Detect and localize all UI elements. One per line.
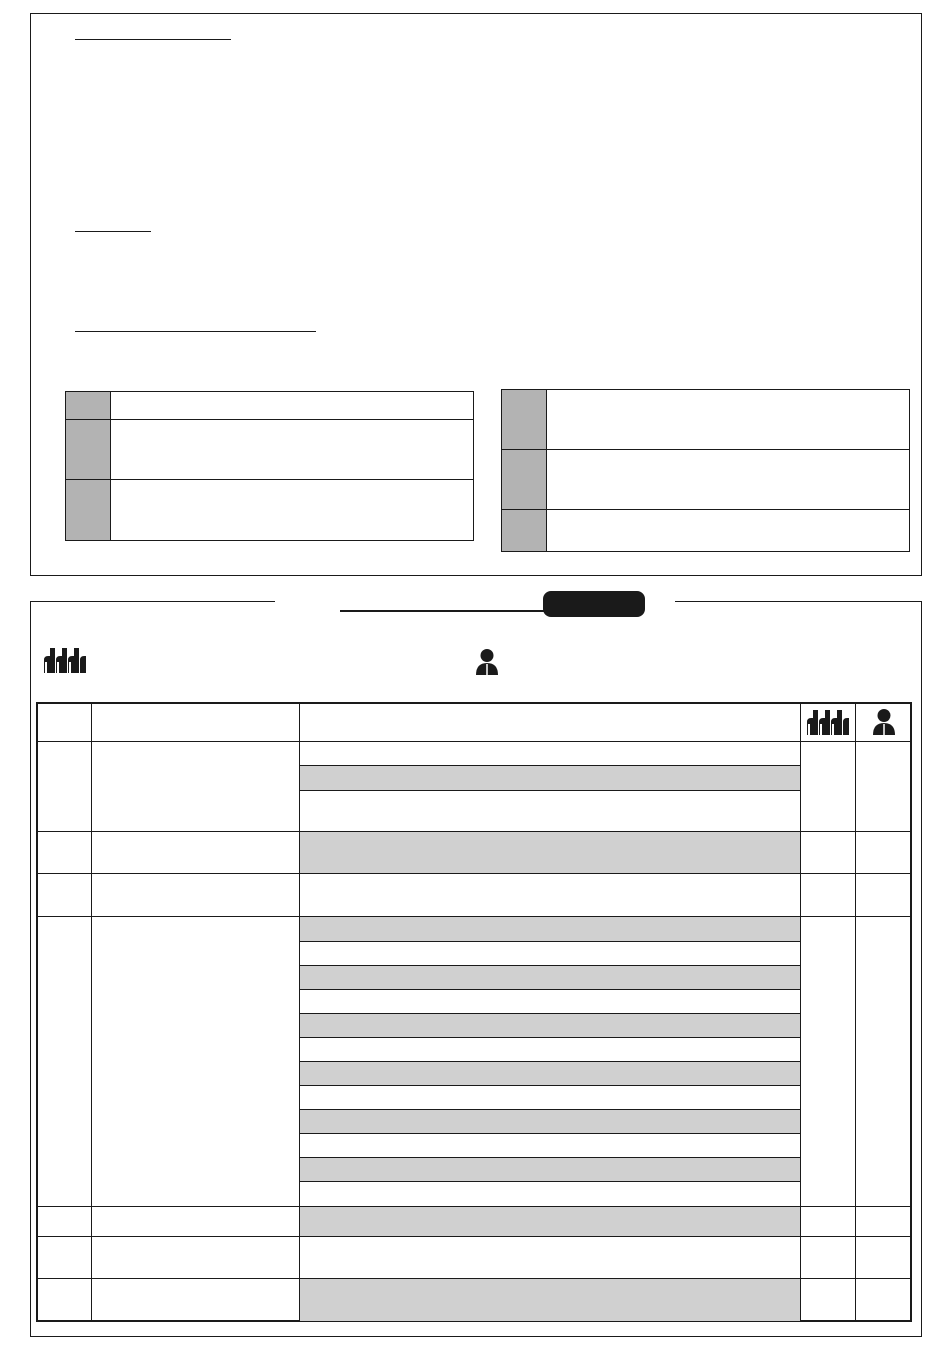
- index-row: [502, 450, 909, 510]
- column-divider: [855, 703, 856, 1321]
- description-cell: [300, 941, 800, 965]
- index-key-cell: [66, 420, 111, 479]
- index-key-cell: [502, 510, 547, 551]
- index-key-cell: [502, 390, 547, 449]
- description-cell: [300, 1181, 800, 1206]
- factory-icon: [42, 646, 88, 674]
- description-cell-shaded: [300, 917, 800, 941]
- description-cell-shaded: [300, 1013, 800, 1037]
- factory-icon: [805, 708, 851, 736]
- title-rule: [340, 610, 545, 612]
- row-separator: [37, 741, 911, 742]
- section-tab: [543, 591, 645, 617]
- index-row: [66, 480, 473, 540]
- description-cell-shaded: [300, 1061, 800, 1085]
- description-cell: [300, 1133, 800, 1157]
- index-row: [502, 390, 909, 450]
- description-cell-shaded: [300, 1279, 800, 1321]
- description-cell: [300, 1085, 800, 1109]
- description-cell-shaded: [300, 765, 800, 790]
- index-table-right: [501, 389, 910, 552]
- description-cell-shaded: [300, 1207, 800, 1236]
- section-heading-underline: [75, 331, 316, 332]
- description-cell-shaded: [300, 965, 800, 989]
- description-cell: [300, 1037, 800, 1061]
- section-heading-underline: [75, 39, 231, 40]
- person-icon: [871, 708, 897, 736]
- index-row: [502, 510, 909, 551]
- description-cell-shaded: [300, 1157, 800, 1181]
- lower-panel-top-edge: [675, 601, 922, 602]
- description-cell-shaded: [300, 1109, 800, 1133]
- column-divider: [800, 703, 801, 1321]
- column-divider: [91, 703, 92, 1321]
- index-table-left: [65, 391, 474, 541]
- sub-row-separator: [300, 790, 800, 791]
- person-icon: [474, 648, 500, 676]
- section-heading-underline: [75, 231, 151, 232]
- description-cell: [300, 989, 800, 1013]
- row-separator: [37, 873, 911, 874]
- index-key-cell: [66, 480, 111, 540]
- row-separator: [37, 1236, 911, 1237]
- index-key-cell: [502, 450, 547, 509]
- index-key-cell: [66, 392, 111, 419]
- index-row: [66, 392, 473, 420]
- description-cell-shaded: [300, 832, 800, 873]
- lower-panel-top-edge: [30, 601, 275, 602]
- index-row: [66, 420, 473, 480]
